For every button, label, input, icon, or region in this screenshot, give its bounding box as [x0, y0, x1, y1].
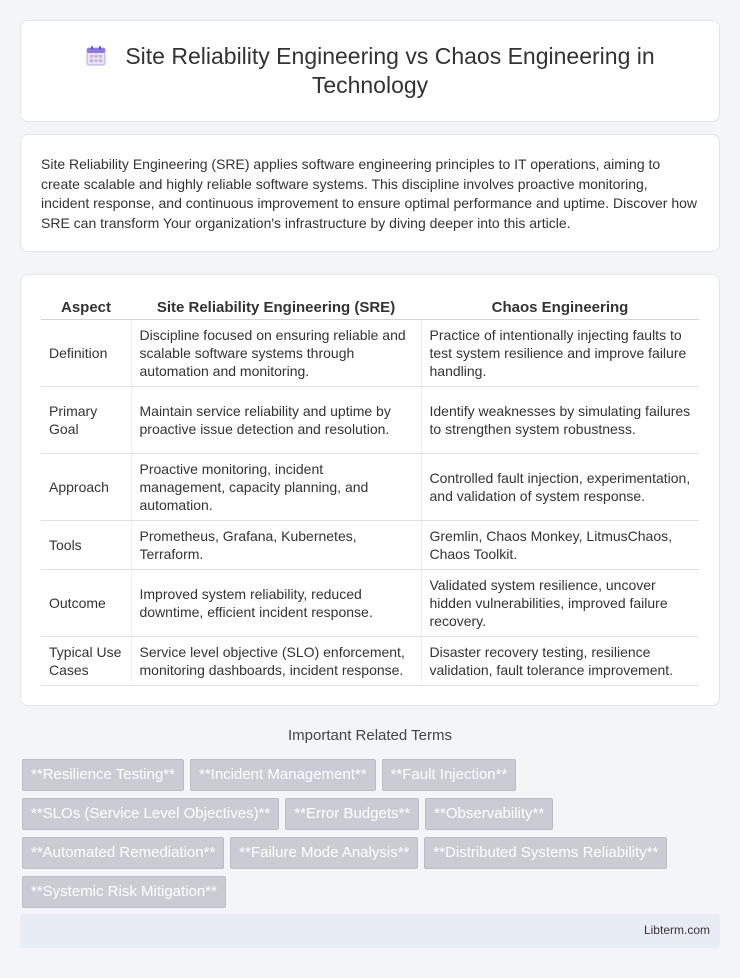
related-term-tag[interactable]: **Fault Injection** [382, 759, 517, 791]
table-row [41, 453, 699, 520]
footer [20, 914, 720, 948]
related-term-tag[interactable]: **Observability** [425, 798, 553, 830]
header-sre: Site Reliability Engineering (SRE) [131, 293, 421, 319]
row-aspect: Primary Goal [41, 386, 131, 453]
related-term-tag[interactable]: **SLOs (Service Level Objectives)** [22, 798, 279, 830]
row-chaos: Gremlin, Chaos Monkey, LitmusChaos, Chaos Toolkit. [421, 520, 699, 569]
row-chaos: Controlled fault injection, experimentation, and validation of system response. [421, 453, 699, 520]
page-title [51, 42, 689, 100]
row-aspect: Typical Use Cases [41, 636, 131, 685]
table-row [41, 569, 699, 636]
table-header-row [41, 293, 699, 319]
row-sre: Improved system reliability, reduced downtime, efficient incident response. [131, 569, 421, 636]
row-aspect: Definition [41, 319, 131, 386]
row-chaos: Identify weaknesses by simulating failures to strengthen system robustness. [421, 386, 699, 453]
intro-card [20, 134, 720, 252]
related-term-tag[interactable]: **Failure Mode Analysis** [230, 837, 418, 869]
header-card [20, 20, 720, 122]
related-term-tag[interactable]: **Distributed Systems Reliability** [424, 837, 667, 869]
table-row [41, 386, 699, 453]
table-row [41, 636, 699, 685]
row-aspect: Tools [41, 520, 131, 569]
page-title-text: Site Reliability Engineering vs Chaos Engineering in Technology [125, 43, 655, 98]
header-chaos: Chaos Engineering [421, 293, 699, 319]
related-term-tag[interactable]: **Error Budgets** [285, 798, 419, 830]
related-terms-list [22, 759, 722, 915]
row-chaos: Validated system resilience, uncover hidden vulnerabilities, improved failure recovery. [421, 569, 699, 636]
row-sre: Maintain service reliability and uptime by proactive issue detection and resolution. [131, 386, 421, 453]
row-aspect: Outcome [41, 569, 131, 636]
row-sre: Prometheus, Grafana, Kubernetes, Terraform. [131, 520, 421, 569]
intro-text: Site Reliability Engineering (SRE) applies software engineering principles to IT operations, aiming to create scalable and highly reliable software systems. This discipline involves proactive monitoring, incident response, and continuous improvement to ensure optimal performance and uptime. Discover how SRE can transform Your organization's infrastructure by diving deeper into this article. [41, 156, 698, 231]
row-sre: Discipline focused on ensuring reliable and scalable software systems through automation and monitoring. [131, 319, 421, 386]
related-terms-title: Important Related Terms [288, 727, 452, 744]
related-term-tag[interactable]: **Resilience Testing** [22, 759, 184, 791]
comparison-table [41, 293, 699, 686]
related-term-tag[interactable]: **Incident Management** [190, 759, 376, 791]
related-term-tag[interactable]: **Systemic Risk Mitigation** [22, 876, 226, 908]
table-row [41, 319, 699, 386]
calendar-icon [85, 45, 107, 67]
footer-site-link[interactable]: Libterm.com [643, 923, 710, 937]
comparison-table-card [20, 274, 720, 706]
row-sre: Proactive monitoring, incident management, capacity planning, and automation. [131, 453, 421, 520]
table-row [41, 520, 699, 569]
row-chaos: Disaster recovery testing, resilience validation, fault tolerance improvement. [421, 636, 699, 685]
related-term-tag[interactable]: **Automated Remediation** [22, 837, 224, 869]
row-sre: Service level objective (SLO) enforcement, monitoring dashboards, incident response. [131, 636, 421, 685]
row-aspect: Approach [41, 453, 131, 520]
row-chaos: Practice of intentionally injecting faults to test system resilience and improve failure handling. [421, 319, 699, 386]
header-aspect: Aspect [41, 293, 131, 319]
